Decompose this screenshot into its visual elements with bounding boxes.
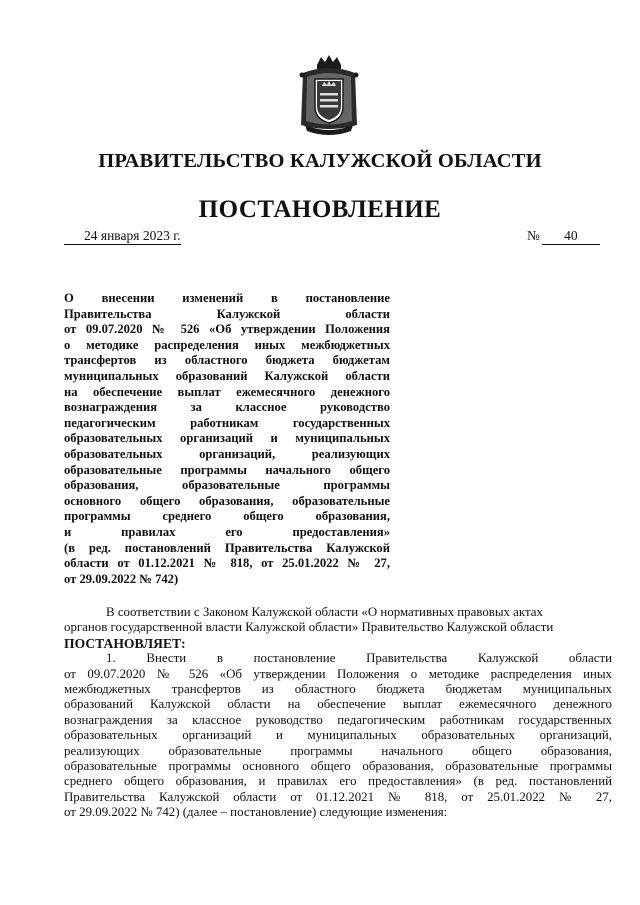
title-line: образования, образовательные программы: [64, 478, 390, 493]
resolves-heading: ПОСТАНОВЛЯЕТ:: [64, 635, 186, 651]
title-line: трансфертов из областного бюджета бюджетам: [64, 353, 390, 368]
item-line: от 09.07.2020 № 526 «Об утверждении Положения о методике распределения иных: [64, 666, 612, 681]
title-line: образовательные программы начального общего: [64, 462, 390, 477]
item-line: реализующих образовательные программы начального общего образования,: [64, 743, 612, 758]
title-line: О внесении изменений в постановление: [64, 291, 390, 305]
title-line: программы среднего общего образования,: [64, 509, 390, 524]
title-line: от 29.09.2022 № 742): [64, 571, 179, 586]
title-line: Правительства Калужской области: [64, 306, 390, 321]
item-line: вознаграждения за классное руководство педагогическим работникам государственных: [64, 712, 612, 727]
title-line: вознаграждения за классное руководство: [64, 400, 390, 415]
coat-of-arms-icon: [297, 53, 361, 135]
document-number: [527, 228, 600, 245]
item-line: образовательные программы основного общего образования, образовательные программы: [64, 759, 612, 774]
item-line: образовательных организаций и муниципальных образовательных организаций,: [64, 728, 612, 743]
title-line: и правилах его предоставления»: [64, 524, 390, 539]
preamble-line: органов государственной власти Калужской области» Правительство Калужской области: [64, 620, 554, 635]
title-line: муниципальных образований Калужской области: [64, 368, 390, 383]
title-line: от 09.07.2020 № 526 «Об утверждении Положения: [64, 322, 390, 337]
number-value: 40: [542, 228, 600, 245]
document-body: [64, 605, 612, 821]
item-line: Правительства Калужской области от 01.12.2021 № 818, от 25.01.2022 № 27,: [64, 789, 612, 804]
document-date: 24 января 2023 г.: [64, 228, 181, 245]
title-line: образовательных организаций и муниципальных: [64, 431, 390, 446]
organization-name: ПРАВИТЕЛЬСТВО КАЛУЖСКОЙ ОБЛАСТИ: [98, 150, 542, 172]
item-line: 1. Внести в постановление Правительства Калужской области: [106, 651, 612, 666]
preamble-line: В соответствии с Законом Калужской области «О нормативных правовых актах: [106, 605, 543, 619]
item-line: образований Калужской области на обеспечение выплат ежемесячного денежного: [64, 697, 612, 712]
document-type: ПОСТАНОВЛЕНИЕ: [198, 196, 442, 223]
title-line: области от 01.12.2021 № 818, от 25.01.2022 № 27,: [64, 556, 390, 571]
item-line: среднего общего образования, и правилах его предоставления» (в ред. постановлений: [64, 774, 612, 789]
document-title: [64, 291, 390, 587]
title-line: на обеспечение выплат ежемесячного денежного: [64, 384, 390, 399]
number-label: №: [527, 228, 540, 243]
item-line: от 29.09.2022 № 742) (далее – постановление) следующие изменения:: [64, 805, 448, 820]
title-line: (в ред. постановлений Правительства Калужской: [64, 540, 390, 555]
title-line: образовательных организаций, реализующих: [64, 446, 390, 461]
title-line: основного общего образования, образовательные: [64, 493, 390, 508]
item-line: межбюджетных трансфертов из областного бюджета бюджетам муниципальных: [64, 682, 612, 697]
title-line: о методике распределения иных межбюджетных: [64, 337, 390, 352]
title-line: педагогическим работникам государственных: [64, 415, 390, 430]
